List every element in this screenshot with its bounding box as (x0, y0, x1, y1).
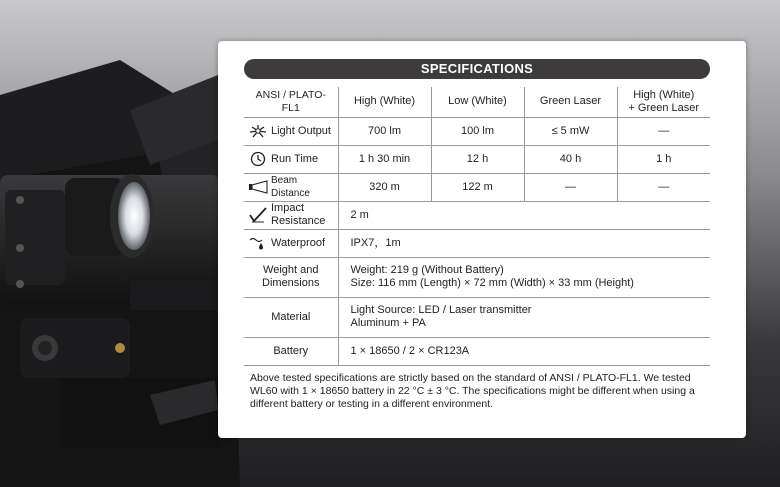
impact-resistance-label: Impact Resistance (271, 202, 326, 227)
battery-label: Battery (244, 337, 338, 365)
waterproof-label: Waterproof (271, 236, 326, 249)
impact-resistance-value: 2 m (338, 201, 710, 229)
light-output-combo: — (617, 117, 710, 145)
run-time-high: 1 h 30 min (338, 145, 431, 173)
mode-header-high: High (White) (338, 87, 431, 117)
table-row (244, 201, 710, 229)
beam-distance-high: 320 m (338, 173, 431, 201)
weight-value: Weight: 219 g (Without Battery) (350, 264, 504, 276)
light-output-green: ≤ 5 mW (524, 117, 617, 145)
mode-header-combo: High (White) + Green Laser (617, 87, 710, 117)
beam-distance-low: 122 m (431, 173, 524, 201)
waterproof-value: IPX7，1m (338, 229, 710, 257)
beam-distance-green: — (524, 173, 617, 201)
weight-dimensions-label: Weight and Dimensions (244, 257, 338, 297)
beam-distance-label: Beam Distance (271, 175, 310, 199)
light-output-low: 100 lm (431, 117, 524, 145)
table-row (244, 229, 710, 257)
specifications-table (244, 87, 710, 366)
table-row (244, 297, 710, 337)
run-time-combo: 1 h (617, 145, 710, 173)
table-row (244, 145, 710, 173)
mode-header-green: Green Laser (524, 87, 617, 117)
water-drop-icon (248, 235, 268, 251)
light-burst-icon (248, 123, 268, 139)
light-source-value: Light Source: LED / Laser transmitter (350, 304, 532, 316)
light-output-label: Light Output (271, 124, 331, 137)
run-time-low: 12 h (431, 145, 524, 173)
run-time-green: 40 h (524, 145, 617, 173)
table-row (244, 257, 710, 297)
specifications-panel (218, 41, 746, 438)
impact-icon (248, 207, 268, 223)
run-time-label: Run Time (271, 152, 319, 165)
standard-header: ANSI / PLATO-FL1 (244, 87, 338, 117)
battery-value: 1 × 18650 / 2 × CR123A (338, 337, 710, 365)
table-row (244, 337, 710, 365)
specifications-title: SPECIFICATIONS (244, 59, 710, 79)
specifications-footnote: Above tested specifications are strictly based on the standard of ANSI / PLATO-FL1. We tested WL60 with 1 × 18650 battery in 22 °C ± 3 °C. The specifications might be different when using a different battery or testing in a different environment. (250, 372, 695, 410)
table-row (244, 117, 710, 145)
table-row (244, 173, 710, 201)
clock-icon (248, 151, 268, 167)
beam-icon (248, 179, 268, 195)
material-label: Material (244, 297, 338, 337)
mode-header-low: Low (White) (431, 87, 524, 117)
size-value: Size: 116 mm (Length) × 72 mm (Width) × 33 mm (Height) (350, 277, 634, 289)
table-header-row (244, 87, 710, 117)
beam-distance-combo: — (617, 173, 710, 201)
body-material-value: Aluminum + PA (350, 317, 426, 329)
light-output-high: 700 lm (338, 117, 431, 145)
